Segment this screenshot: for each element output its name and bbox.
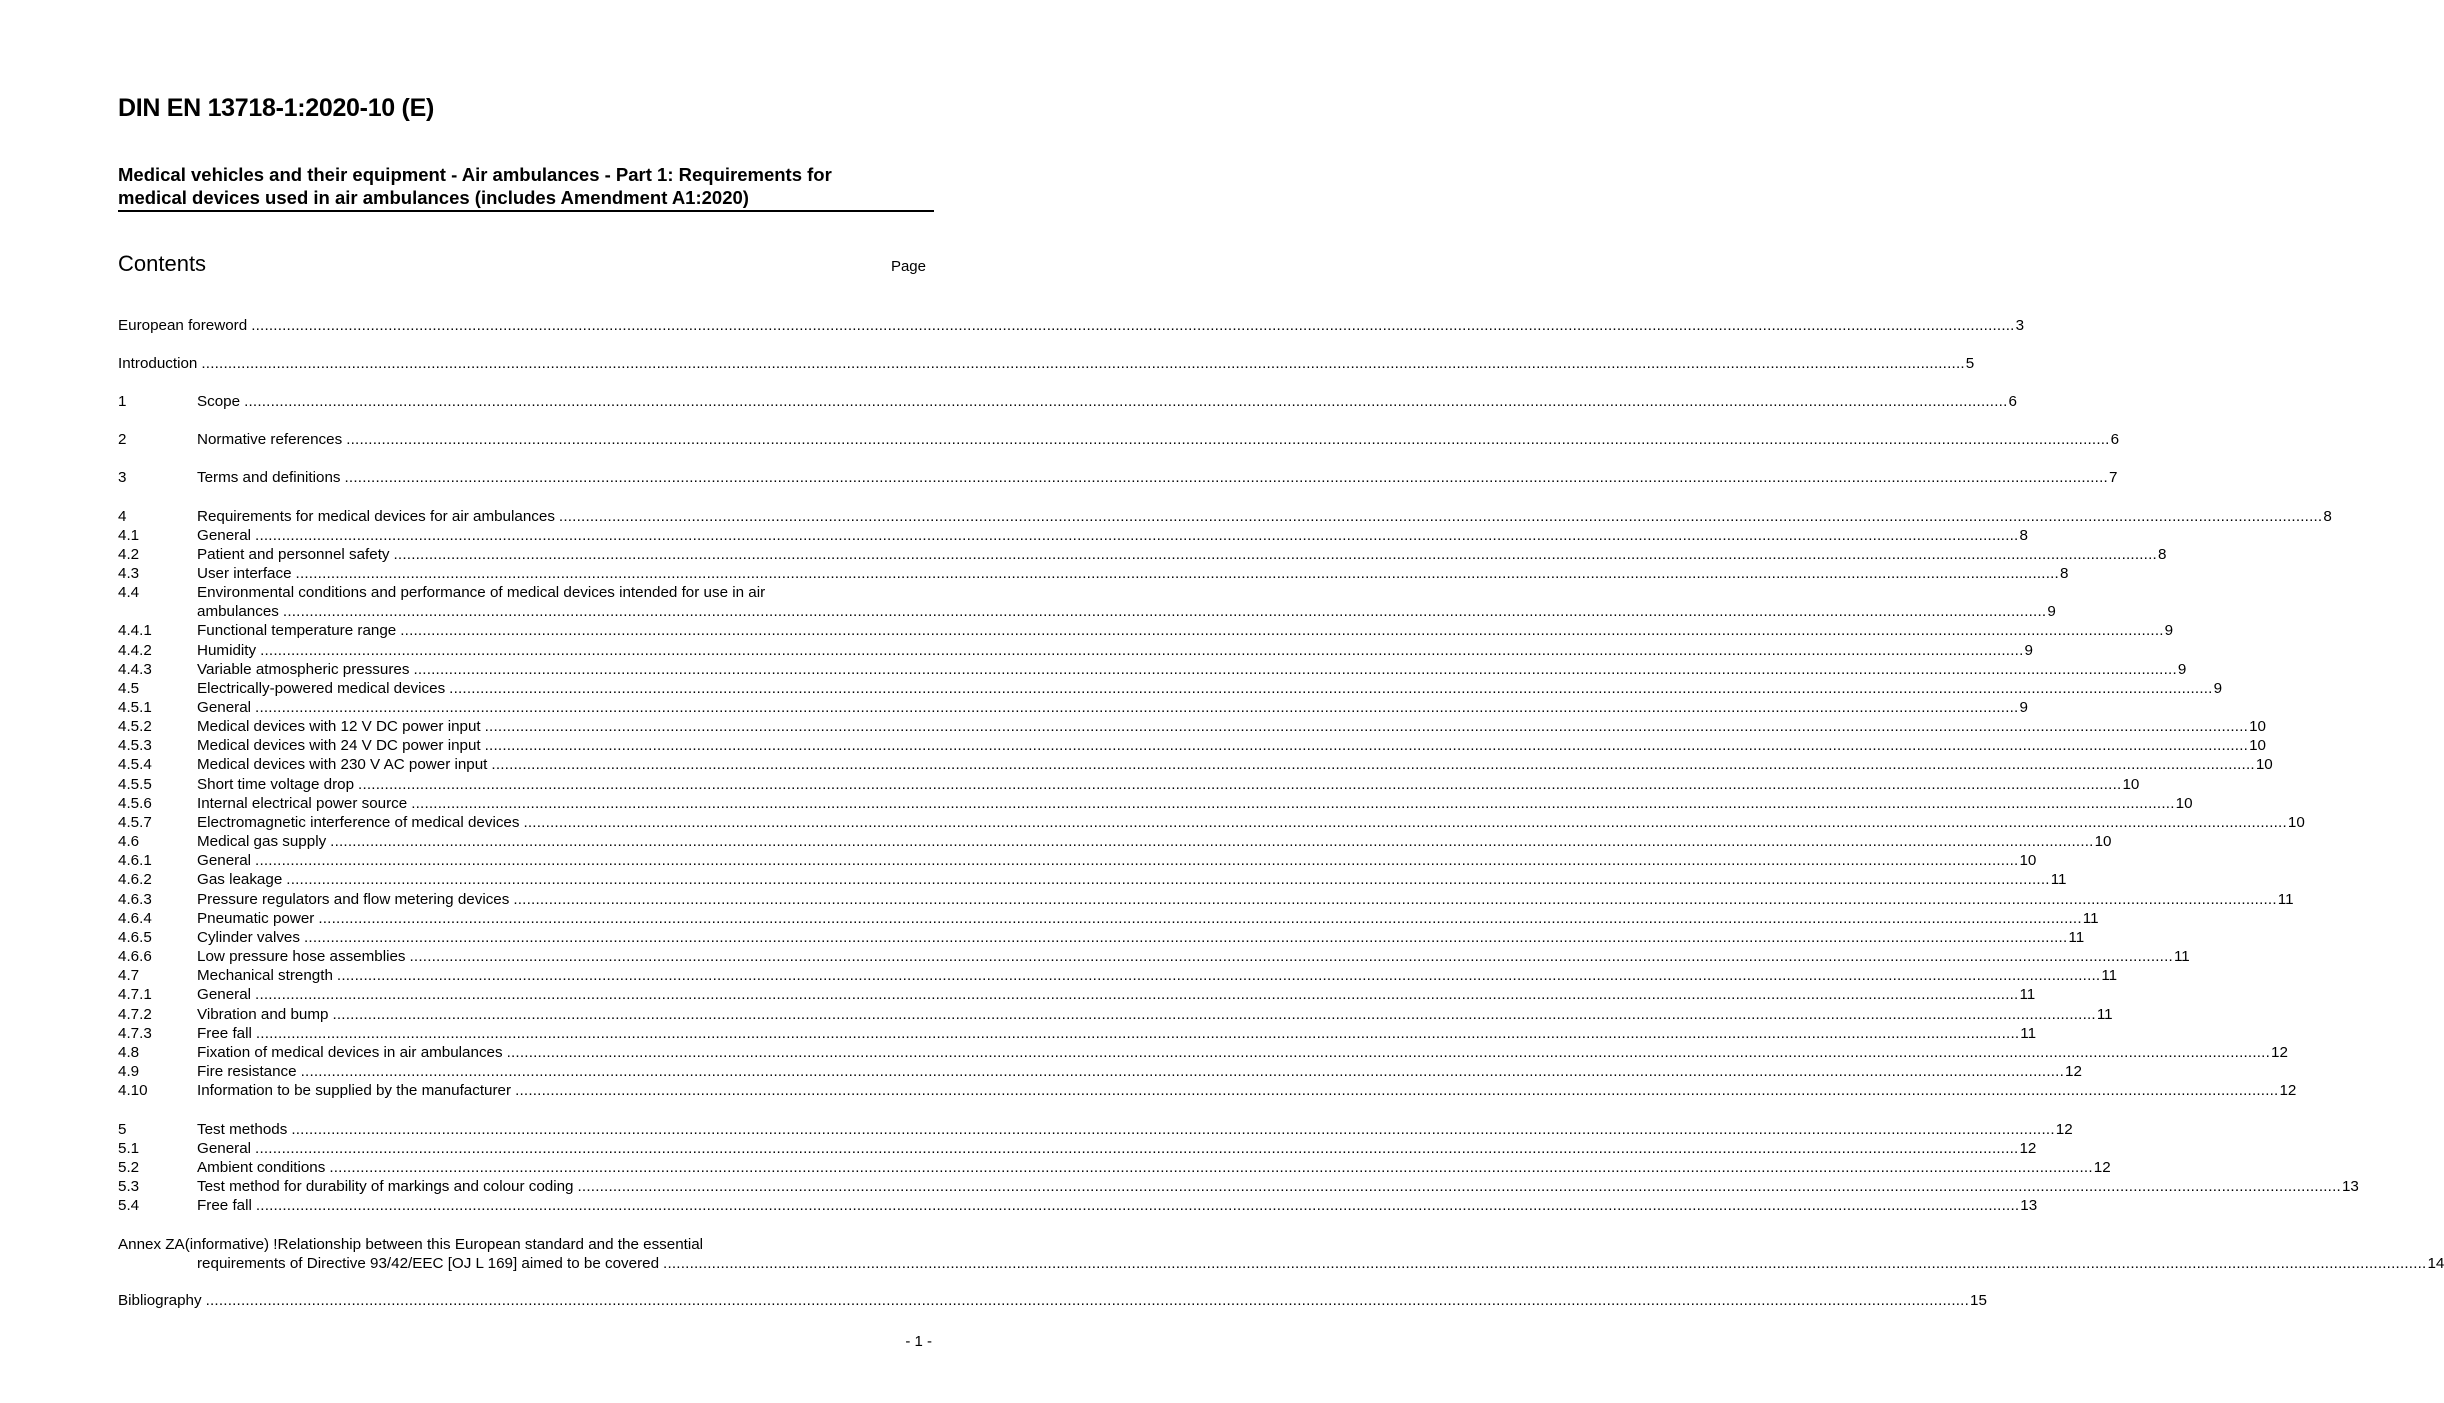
toc-entry-title: Introduction (118, 355, 198, 372)
toc-leader-dots: ............................................................................................................................................................................................................................................................................................................................................................................................................... (255, 527, 2019, 544)
toc-entry-body (197, 430, 2120, 449)
toc-entry-title: Fire resistance (197, 1063, 297, 1080)
toc-entry[interactable] (118, 698, 2028, 717)
toc-entry-page: 11 (2082, 910, 2099, 927)
toc-entry-page: 10 (2255, 756, 2273, 773)
toc-entry-title: Fixation of medical devices in air ambulances (197, 1044, 503, 1061)
toc-entry-body (118, 1291, 1987, 1310)
toc-entry-body (197, 851, 2037, 870)
toc-entry-number: 4.7.2 (118, 1006, 152, 1023)
toc-entry-page: 11 (2173, 948, 2190, 965)
toc-leader-dots: ............................................................................................................................................................................................................................................................................................................................................................................................................... (393, 546, 2157, 563)
toc-entry-body (197, 564, 2069, 583)
toc-entry-title: Medical devices with 12 V DC power input (197, 718, 481, 735)
toc-entry-number: 4.5.5 (118, 776, 152, 793)
toc-entry[interactable] (118, 1254, 2444, 1273)
toc-entry-number: 3 (118, 469, 127, 486)
toc-entry-title: Normative references (197, 431, 343, 448)
toc-entry[interactable] (118, 1291, 1987, 1310)
toc-entry-page: 10 (2175, 795, 2193, 812)
toc-entry-page: 9 (2164, 622, 2174, 639)
toc-entry-body (197, 641, 2033, 660)
toc-entry-body (197, 1024, 2037, 1043)
toc-leader-dots: ............................................................................................................................................................................................................................................................................................................................................................................................................... (491, 756, 2255, 773)
toc-entry-body (197, 660, 2187, 679)
toc-entry-page: 9 (2047, 603, 2056, 620)
toc-entry-title: ambulances (197, 603, 279, 620)
toc-entry-number: 4 (118, 508, 127, 525)
toc-entry-page: 12 (2093, 1159, 2111, 1176)
toc-leader-dots: ............................................................................................................................................................................................................................................................................................................................................................................................................... (255, 1025, 2020, 1042)
toc-entry-body (197, 698, 2028, 717)
toc-entry-number: 4.4.1 (118, 622, 152, 639)
toc-entry[interactable] (118, 1158, 2111, 1177)
toc-entry-body (197, 1043, 2288, 1062)
toc-entry[interactable] (118, 870, 2067, 889)
toc-leader-dots: ............................................................................................................................................................................................................................................................................................................................................................................................................... (449, 680, 2213, 697)
toc-entry-title: Requirements for medical devices for air ambulances (197, 508, 555, 525)
toc-entry-number: 4.6.5 (118, 929, 152, 946)
toc-leader-dots: ............................................................................................................................................................................................................................................................................................................................................................................................................... (523, 814, 2287, 831)
toc-entry-body (197, 1158, 2111, 1177)
document-id: DIN EN 13718-1:2020-10 (E) (118, 94, 434, 122)
toc-leader-dots: ............................................................................................................................................................................................................................................................................................................................................................................................................... (303, 929, 2068, 946)
toc-entry-page: 5 (1965, 355, 1975, 372)
toc-entry-page: 12 (2279, 1082, 2297, 1099)
toc-entry-title: General (197, 527, 252, 544)
toc-entry-page: 11 (2019, 986, 2036, 1003)
toc-entry-title: General (197, 986, 252, 1003)
toc-entry-number: 5.3 (118, 1178, 140, 1195)
toc-entry[interactable] (118, 736, 2266, 755)
toc-entry-page: 12 (2271, 1044, 2288, 1061)
toc-entry[interactable] (118, 851, 2037, 870)
toc-entry-body (118, 354, 1975, 373)
toc-entry-number: 4.7.1 (118, 986, 152, 1003)
toc-entry-page: 8 (2323, 508, 2332, 525)
toc-entry[interactable] (118, 794, 2193, 813)
toc-entry-number: 4.5 (118, 680, 140, 697)
toc-entry-body (197, 526, 2028, 545)
toc-entry-page: 9 (2019, 699, 2028, 716)
toc-entry-title: Short time voltage drop (197, 776, 355, 793)
toc-entry[interactable] (118, 526, 2028, 545)
toc-entry-title: Functional temperature range (197, 622, 397, 639)
toc-entry[interactable] (118, 621, 2174, 640)
toc-entry-body (197, 928, 2085, 947)
toc-entry-title: General (197, 699, 252, 716)
toc-entry-page: 8 (2157, 546, 2167, 563)
toc-entry-page: 10 (2122, 776, 2140, 793)
toc-entry-page: 6 (2008, 393, 2017, 410)
toc-leader-dots: ............................................................................................................................................................................................................................................................................................................................................................................................................... (358, 776, 2122, 793)
toc-leader-dots: ............................................................................................................................................................................................................................................................................................................................................................................................................... (411, 795, 2175, 812)
toc-entry-number: 4.4.3 (118, 661, 152, 678)
toc-entry-page: 8 (2059, 565, 2069, 582)
toc-entry-title: Free fall (197, 1197, 252, 1214)
toc-entry-page: 11 (2096, 1006, 2113, 1023)
toc-entry-body (197, 1254, 2444, 1273)
toc-entry-title: Pneumatic power (197, 910, 315, 927)
toc-entry-number: 4.7 (118, 967, 140, 984)
toc-leader-dots: ............................................................................................................................................................................................................................................................................................................................................................................................................... (282, 603, 2047, 620)
toc-entry-number: 4.6.3 (118, 891, 152, 908)
toc-entry-number: 4.6.1 (118, 852, 152, 869)
toc-entry[interactable] (118, 832, 2112, 851)
toc-entry[interactable] (118, 985, 2036, 1004)
toc-entry-number: 4.6 (118, 833, 140, 850)
toc-entry-number: 4.9 (118, 1063, 140, 1080)
toc-entry-title: Cylinder valves (197, 929, 300, 946)
toc-leader-dots: ............................................................................................................................................................................................................................................................................................................................................................................................................... (513, 891, 2277, 908)
toc-entry-page: 12 (2019, 1140, 2037, 1157)
toc-entry-number: 4.3 (118, 565, 140, 582)
toc-entry-title: User interface (197, 565, 292, 582)
toc-leader-dots: ............................................................................................................................................................................................................................................................................................................................................................................................................... (201, 355, 1965, 372)
toc-entry[interactable] (118, 1062, 2082, 1081)
toc-entry-number: 1 (118, 393, 127, 410)
toc-entry-title: General (197, 1140, 252, 1157)
toc-entry-page: 10 (2019, 852, 2037, 869)
toc-entry-body (197, 794, 2193, 813)
toc-entry-number: 4.5.2 (118, 718, 152, 735)
toc-entry-number: 4.5.3 (118, 737, 152, 754)
toc-entry[interactable] (118, 1081, 2297, 1100)
toc-entry-page: 11 (2277, 891, 2294, 908)
toc-entry-number: 5 (118, 1121, 127, 1138)
toc-leader-dots: ............................................................................................................................................................................................................................................................................................................................................................................................................... (577, 1178, 2341, 1195)
toc-entry-title: Gas leakage (197, 871, 283, 888)
toc-entry-title: Low pressure hose assemblies (197, 948, 406, 965)
toc-entry-title: Variable atmospheric pressures (197, 661, 410, 678)
toc-entry-body (197, 909, 2099, 928)
toc-entry-body (197, 813, 2305, 832)
page-number: - 1 - (905, 1333, 932, 1350)
toc-entry-page: 8 (2019, 527, 2028, 544)
toc-entry[interactable] (118, 583, 922, 602)
document-title-line-1: Medical vehicles and their equipment - Air ambulances - Part 1: Requirements for (118, 164, 832, 185)
toc-entry-title: Electromagnetic interference of medical devices (197, 814, 520, 831)
toc-entry[interactable] (118, 813, 2305, 832)
toc-entry-body (118, 1235, 922, 1254)
toc-leader-dots: ............................................................................................................................................................................................................................................................................................................................................................................................................... (255, 852, 2019, 869)
toc-leader-dots: ............................................................................................................................................................................................................................................................................................................................................................................................................... (286, 871, 2050, 888)
toc-entry-number: 2 (118, 431, 127, 448)
toc-entry[interactable] (118, 928, 2085, 947)
document-title-line-2: medical devices used in air ambulances (includes Amendment A1:2020) (118, 187, 749, 208)
toc-leader-dots: ............................................................................................................................................................................................................................................................................................................................................................................................................... (329, 1159, 2093, 1176)
toc-entry[interactable] (118, 392, 2017, 411)
toc-entry-page: 6 (2110, 431, 2120, 448)
toc-entry-body (197, 1005, 2113, 1024)
toc-entry-number: 4.6.6 (118, 948, 152, 965)
toc-entry-title: Electrically-powered medical devices (197, 680, 446, 697)
toc-entry-title: Medical gas supply (197, 833, 327, 850)
toc-entry-body (197, 832, 2112, 851)
toc-entry-page: 15 (1970, 1292, 1987, 1309)
toc-entry-body (197, 1120, 2073, 1139)
toc-entry[interactable] (118, 1235, 922, 1254)
toc-leader-dots: ............................................................................................................................................................................................................................................................................................................................................................................................................... (255, 1140, 2019, 1157)
toc-entry[interactable] (118, 947, 2190, 966)
toc-entry-title: Ambient conditions (197, 1159, 326, 1176)
toc-leader-dots: ............................................................................................................................................................................................................................................................................................................................................................................................................... (300, 1063, 2065, 1080)
toc-entry-number: 4.4.2 (118, 642, 152, 659)
contents-heading: Contents (118, 251, 207, 276)
toc-leader-dots: ............................................................................................................................................................................................................................................................................................................................................................................................................... (255, 699, 2019, 716)
toc-entry-number: 4.4 (118, 584, 140, 601)
toc-entry-title: Environmental conditions and performance of medical devices intended for use in air (197, 584, 766, 601)
toc-entry-body (197, 679, 2223, 698)
toc-entry[interactable] (118, 660, 2187, 679)
toc-entry-title: requirements of Directive 93/42/EEC [OJ L 169] aimed to be covered (197, 1255, 660, 1272)
toc-entry-page: 10 (2249, 737, 2266, 754)
toc-entry-body (118, 316, 2025, 335)
toc-entry-number: 4.2 (118, 546, 140, 563)
toc-entry-page: 9 (2177, 661, 2187, 678)
toc-entry-body (197, 583, 922, 602)
toc-entry-title: Pressure regulators and flow metering devices (197, 891, 510, 908)
toc-entry[interactable] (118, 890, 2294, 909)
toc-entry[interactable] (118, 507, 2332, 526)
toc-entry-body (197, 507, 2332, 526)
toc-leader-dots: ............................................................................................................................................................................................................................................................................................................................................................................................................... (344, 469, 2108, 486)
toc-entry-title: Test methods (197, 1121, 288, 1138)
toc-entry-page: 10 (2287, 814, 2305, 831)
toc-entry[interactable] (118, 564, 2069, 583)
toc-entry-title: Internal electrical power source (197, 795, 408, 812)
toc-entry-title: Medical devices with 230 V AC power input (197, 756, 488, 773)
toc-leader-dots: ............................................................................................................................................................................................................................................................................................................................................................................................................... (332, 1006, 2096, 1023)
toc-leader-dots: ............................................................................................................................................................................................................................................................................................................................................................................................................... (409, 948, 2173, 965)
toc-entry-number: 4.5.1 (118, 699, 152, 716)
toc-leader-dots: ............................................................................................................................................................................................................................................................................................................................................................................................................... (295, 565, 2059, 582)
toc-entry-body (197, 755, 2273, 774)
toc-entry-page: 7 (2108, 469, 2118, 486)
title-rule (118, 210, 934, 212)
toc-entry[interactable] (118, 966, 2118, 985)
toc-leader-dots: ............................................................................................................................................................................................................................................................................................................................................................................................................... (205, 1292, 1970, 1309)
toc-entry-title: Bibliography (118, 1292, 202, 1309)
toc-entry[interactable] (118, 602, 2056, 621)
toc-leader-dots: ............................................................................................................................................................................................................................................................................................................................................................................................................... (558, 508, 2323, 525)
toc-entry[interactable] (118, 1043, 2288, 1062)
toc-entry-number: 5.4 (118, 1197, 140, 1214)
toc-entry-page: 10 (2094, 833, 2112, 850)
toc-entry-body (197, 736, 2266, 755)
toc-entry-body (197, 1062, 2082, 1081)
toc-entry-body (197, 985, 2036, 1004)
toc-entry-page: 12 (2055, 1121, 2073, 1138)
toc-entry-page: 11 (2050, 871, 2067, 888)
toc-entry-title: Test method for durability of markings and colour coding (197, 1178, 574, 1195)
toc-leader-dots: ............................................................................................................................................................................................................................................................................................................................................................................................................... (318, 910, 2082, 927)
toc-entry-title: Terms and definitions (197, 469, 341, 486)
toc-leader-dots: ............................................................................................................................................................................................................................................................................................................................................................................................................... (251, 317, 2015, 334)
toc-entry-title: Scope (197, 393, 241, 410)
toc-entry-body (197, 1139, 2037, 1158)
toc-entry[interactable] (118, 1177, 2359, 1196)
toc-entry-number: 5.1 (118, 1140, 140, 1157)
toc-entry[interactable] (118, 679, 2223, 698)
toc-entry-body (197, 717, 2266, 736)
toc-entry-title: Medical devices with 24 V DC power input (197, 737, 481, 754)
toc-entry[interactable] (118, 909, 2099, 928)
toc-entry-body (197, 1177, 2359, 1196)
toc-entry-title: Information to be supplied by the manufacturer (197, 1082, 512, 1099)
toc-leader-dots: ............................................................................................................................................................................................................................................................................................................................................................................................................... (291, 1121, 2055, 1138)
toc-entry-title: European foreword (118, 317, 248, 334)
toc-entry-title: Vibration and bump (197, 1006, 329, 1023)
toc-leader-dots: ............................................................................................................................................................................................................................................................................................................................................................................................................... (244, 393, 2008, 410)
toc-entry[interactable] (118, 755, 2273, 774)
toc-entry[interactable] (118, 1196, 2038, 1215)
toc-entry[interactable] (118, 354, 1975, 373)
toc-entry-page: 9 (2213, 680, 2223, 697)
toc-leader-dots: ............................................................................................................................................................................................................................................................................................................................................................................................................... (260, 642, 2024, 659)
toc-entry[interactable] (118, 1120, 2073, 1139)
toc-entry-body (197, 947, 2190, 966)
toc-leader-dots: ............................................................................................................................................................................................................................................................................................................................................................................................................... (515, 1082, 2279, 1099)
toc-entry-number: 4.10 (118, 1082, 148, 1099)
toc-leader-dots: ............................................................................................................................................................................................................................................................................................................................................................................................................... (400, 622, 2164, 639)
toc-entry[interactable] (118, 775, 2140, 794)
toc-entry-number: 4.6.4 (118, 910, 152, 927)
toc-entry-body (197, 602, 2056, 621)
toc-leader-dots: ............................................................................................................................................................................................................................................................................................................................................................................................................... (255, 986, 2019, 1003)
toc-leader-dots: ............................................................................................................................................................................................................................................................................................................................................................................................................... (663, 1255, 2427, 1272)
toc-entry-body (197, 870, 2067, 889)
toc-entry-body (197, 1196, 2038, 1215)
toc-leader-dots: ............................................................................................................................................................................................................................................................................................................................................................................................................... (413, 661, 2177, 678)
document-title (118, 163, 918, 209)
toc-entry-page: 9 (2024, 642, 2033, 659)
toc-entry[interactable] (118, 316, 2025, 335)
toc-leader-dots: ............................................................................................................................................................................................................................................................................................................................................................................................................... (255, 1197, 2020, 1214)
toc-leader-dots: ............................................................................................................................................................................................................................................................................................................................................................................................................... (346, 431, 2110, 448)
toc-entry-number: 4.5.7 (118, 814, 152, 831)
toc-leader-dots: ............................................................................................................................................................................................................................................................................................................................................................................................................... (484, 737, 2249, 754)
toc-entry-number: 4.7.3 (118, 1025, 152, 1042)
toc-leader-dots: ............................................................................................................................................................................................................................................................................................................................................................................................................... (330, 833, 2094, 850)
toc-entry-page: 11 (2020, 1025, 2037, 1042)
toc-entry[interactable] (118, 641, 2033, 660)
page-column-heading: Page (890, 258, 926, 275)
toc-entry[interactable] (118, 545, 2167, 564)
toc-entry-number: 4.6.2 (118, 871, 152, 888)
toc-entry-body (197, 1081, 2297, 1100)
toc-entry-number: 4.1 (118, 527, 140, 544)
toc-entry-body (197, 775, 2140, 794)
toc-entry-number: 4.5.4 (118, 756, 152, 773)
toc-entry[interactable] (118, 468, 2118, 487)
toc-entry[interactable] (118, 1005, 2113, 1024)
toc-entry-number: 5.2 (118, 1159, 140, 1176)
toc-leader-dots: ............................................................................................................................................................................................................................................................................................................................................................................................................... (506, 1044, 2271, 1061)
toc-leader-dots: ............................................................................................................................................................................................................................................................................................................................................................................................................... (336, 967, 2101, 984)
toc-entry-body (197, 966, 2118, 985)
toc-entry-body (197, 468, 2118, 487)
toc-leader-dots: ............................................................................................................................................................................................................................................................................................................................................................................................................... (484, 718, 2249, 735)
toc-entry-number: 4.8 (118, 1044, 140, 1061)
toc-entry-page: 10 (2249, 718, 2266, 735)
toc-entry-page: 13 (2020, 1197, 2038, 1214)
toc-entry-title: Patient and personnel safety (197, 546, 390, 563)
toc-entry-title: Annex ZA(informative) !Relationship between this European standard and the essential (118, 1236, 704, 1253)
toc-entry-number: 4.5.6 (118, 795, 152, 812)
toc-entry-page: 11 (2068, 929, 2085, 946)
toc-entry-title: Free fall (197, 1025, 252, 1042)
toc-entry-body (197, 392, 2017, 411)
toc-entry-body (197, 890, 2294, 909)
toc-entry-body (197, 621, 2174, 640)
toc-entry-page: 3 (2015, 317, 2025, 334)
toc-entry-page: 12 (2065, 1063, 2082, 1080)
toc-entry-page: 11 (2101, 967, 2118, 984)
toc-entry[interactable] (118, 1139, 2037, 1158)
toc-entry[interactable] (118, 1024, 2037, 1043)
toc-entry-page: 14 (2427, 1255, 2444, 1272)
toc-entry-title: Mechanical strength (197, 967, 333, 984)
toc-entry-body (197, 545, 2167, 564)
toc-entry-page: 13 (2341, 1178, 2359, 1195)
toc-entry-title: General (197, 852, 252, 869)
toc-entry[interactable] (118, 717, 2266, 736)
toc-entry-title: Humidity (197, 642, 257, 659)
toc-entry[interactable] (118, 430, 2120, 449)
